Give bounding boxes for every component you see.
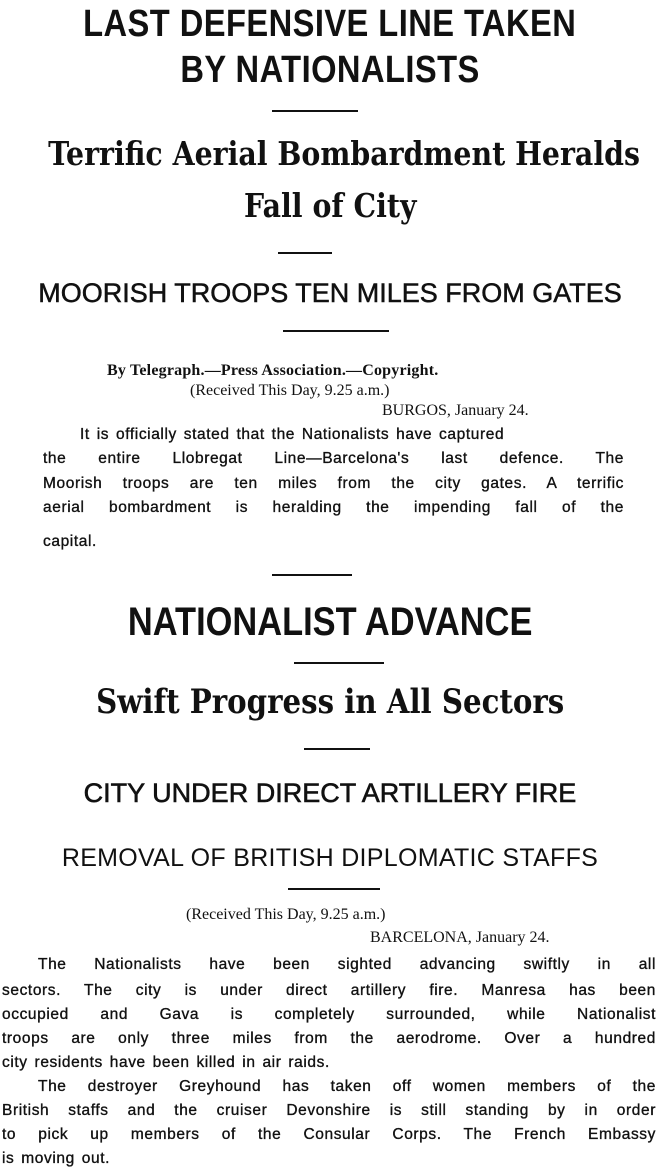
article1-headline-line1: LAST DEFENSIVE LINE TAKEN xyxy=(83,3,577,45)
article2-headline xyxy=(0,598,660,646)
article2-body-line: The Nationalists have been sighted advancing swiftly in all xyxy=(38,956,656,973)
article1-body-line: the entire Llobregat Line—Barcelona's last defence. The xyxy=(43,450,624,467)
article1-subhead-line2: Fall of City xyxy=(243,186,417,225)
article2-body-line: The destroyer Greyhound has taken off women members of the xyxy=(38,1078,656,1095)
divider xyxy=(288,888,380,890)
article1-body-line: Moorish troops are ten miles from the city gates. A terrific xyxy=(43,475,624,492)
article2-body-line: troops are only three miles from the aerodrome. Over a hundred xyxy=(2,1030,656,1047)
article1-byline: By Telegraph.—Press Association.—Copyright. xyxy=(107,362,439,379)
article2-subhead-text: Swift Progress in All Sectors xyxy=(95,682,565,722)
article1-body-line: It is officially stated that the Nationalists have captured xyxy=(80,426,505,443)
article1-headline xyxy=(0,0,660,94)
article1-body-line: capital. xyxy=(43,533,97,550)
article1-subhead-line1: Terrific Aerial Bombardment Heralds xyxy=(48,134,640,173)
divider xyxy=(278,252,332,254)
article2-body-line: British staffs and the cruiser Devonshire is still standing by in order xyxy=(2,1102,656,1119)
article2-deck1 xyxy=(0,776,660,810)
article2-deck1-text: CITY UNDER DIRECT ARTILLERY FIRE xyxy=(83,778,577,808)
article1-subhead xyxy=(0,128,660,232)
article2-subhead xyxy=(0,676,660,728)
article1-deck-text: MOORISH TROOPS TEN MILES FROM GATES xyxy=(38,278,622,308)
divider xyxy=(304,748,370,750)
divider xyxy=(272,110,358,112)
article2-body-line: occupied and Gava is completely surrounded, while Nationalist xyxy=(2,1006,656,1023)
article2-dateline: BARCELONA, January 24. xyxy=(370,929,550,946)
article1-headline-line2: BY NATIONALISTS xyxy=(180,49,480,91)
article1-dateline: BURGOS, January 24. xyxy=(382,402,529,419)
article2-deck2-text: REMOVAL OF BRITISH DIPLOMATIC STAFFS xyxy=(61,844,599,872)
article2-headline-text: NATIONALIST ADVANCE xyxy=(127,600,533,644)
article1-body-line: aerial bombardment is heralding the impending fall of the xyxy=(43,499,624,516)
divider xyxy=(272,574,352,576)
article2-deck2 xyxy=(0,842,660,874)
article1-deck xyxy=(0,276,660,310)
article2-body-line: city residents have been killed in air raids. xyxy=(2,1054,330,1071)
divider xyxy=(294,662,384,664)
article2-body-line: sectors. The city is under direct artillery fire. Manresa has been xyxy=(2,982,656,999)
article1-received: (Received This Day, 9.25 a.m.) xyxy=(190,382,390,399)
article2-received: (Received This Day, 9.25 a.m.) xyxy=(186,906,386,923)
article2-body-line: is moving out. xyxy=(2,1150,111,1167)
article2-body-line: to pick up members of the Consular Corps. The French Embassy xyxy=(2,1126,656,1143)
divider xyxy=(283,330,389,332)
